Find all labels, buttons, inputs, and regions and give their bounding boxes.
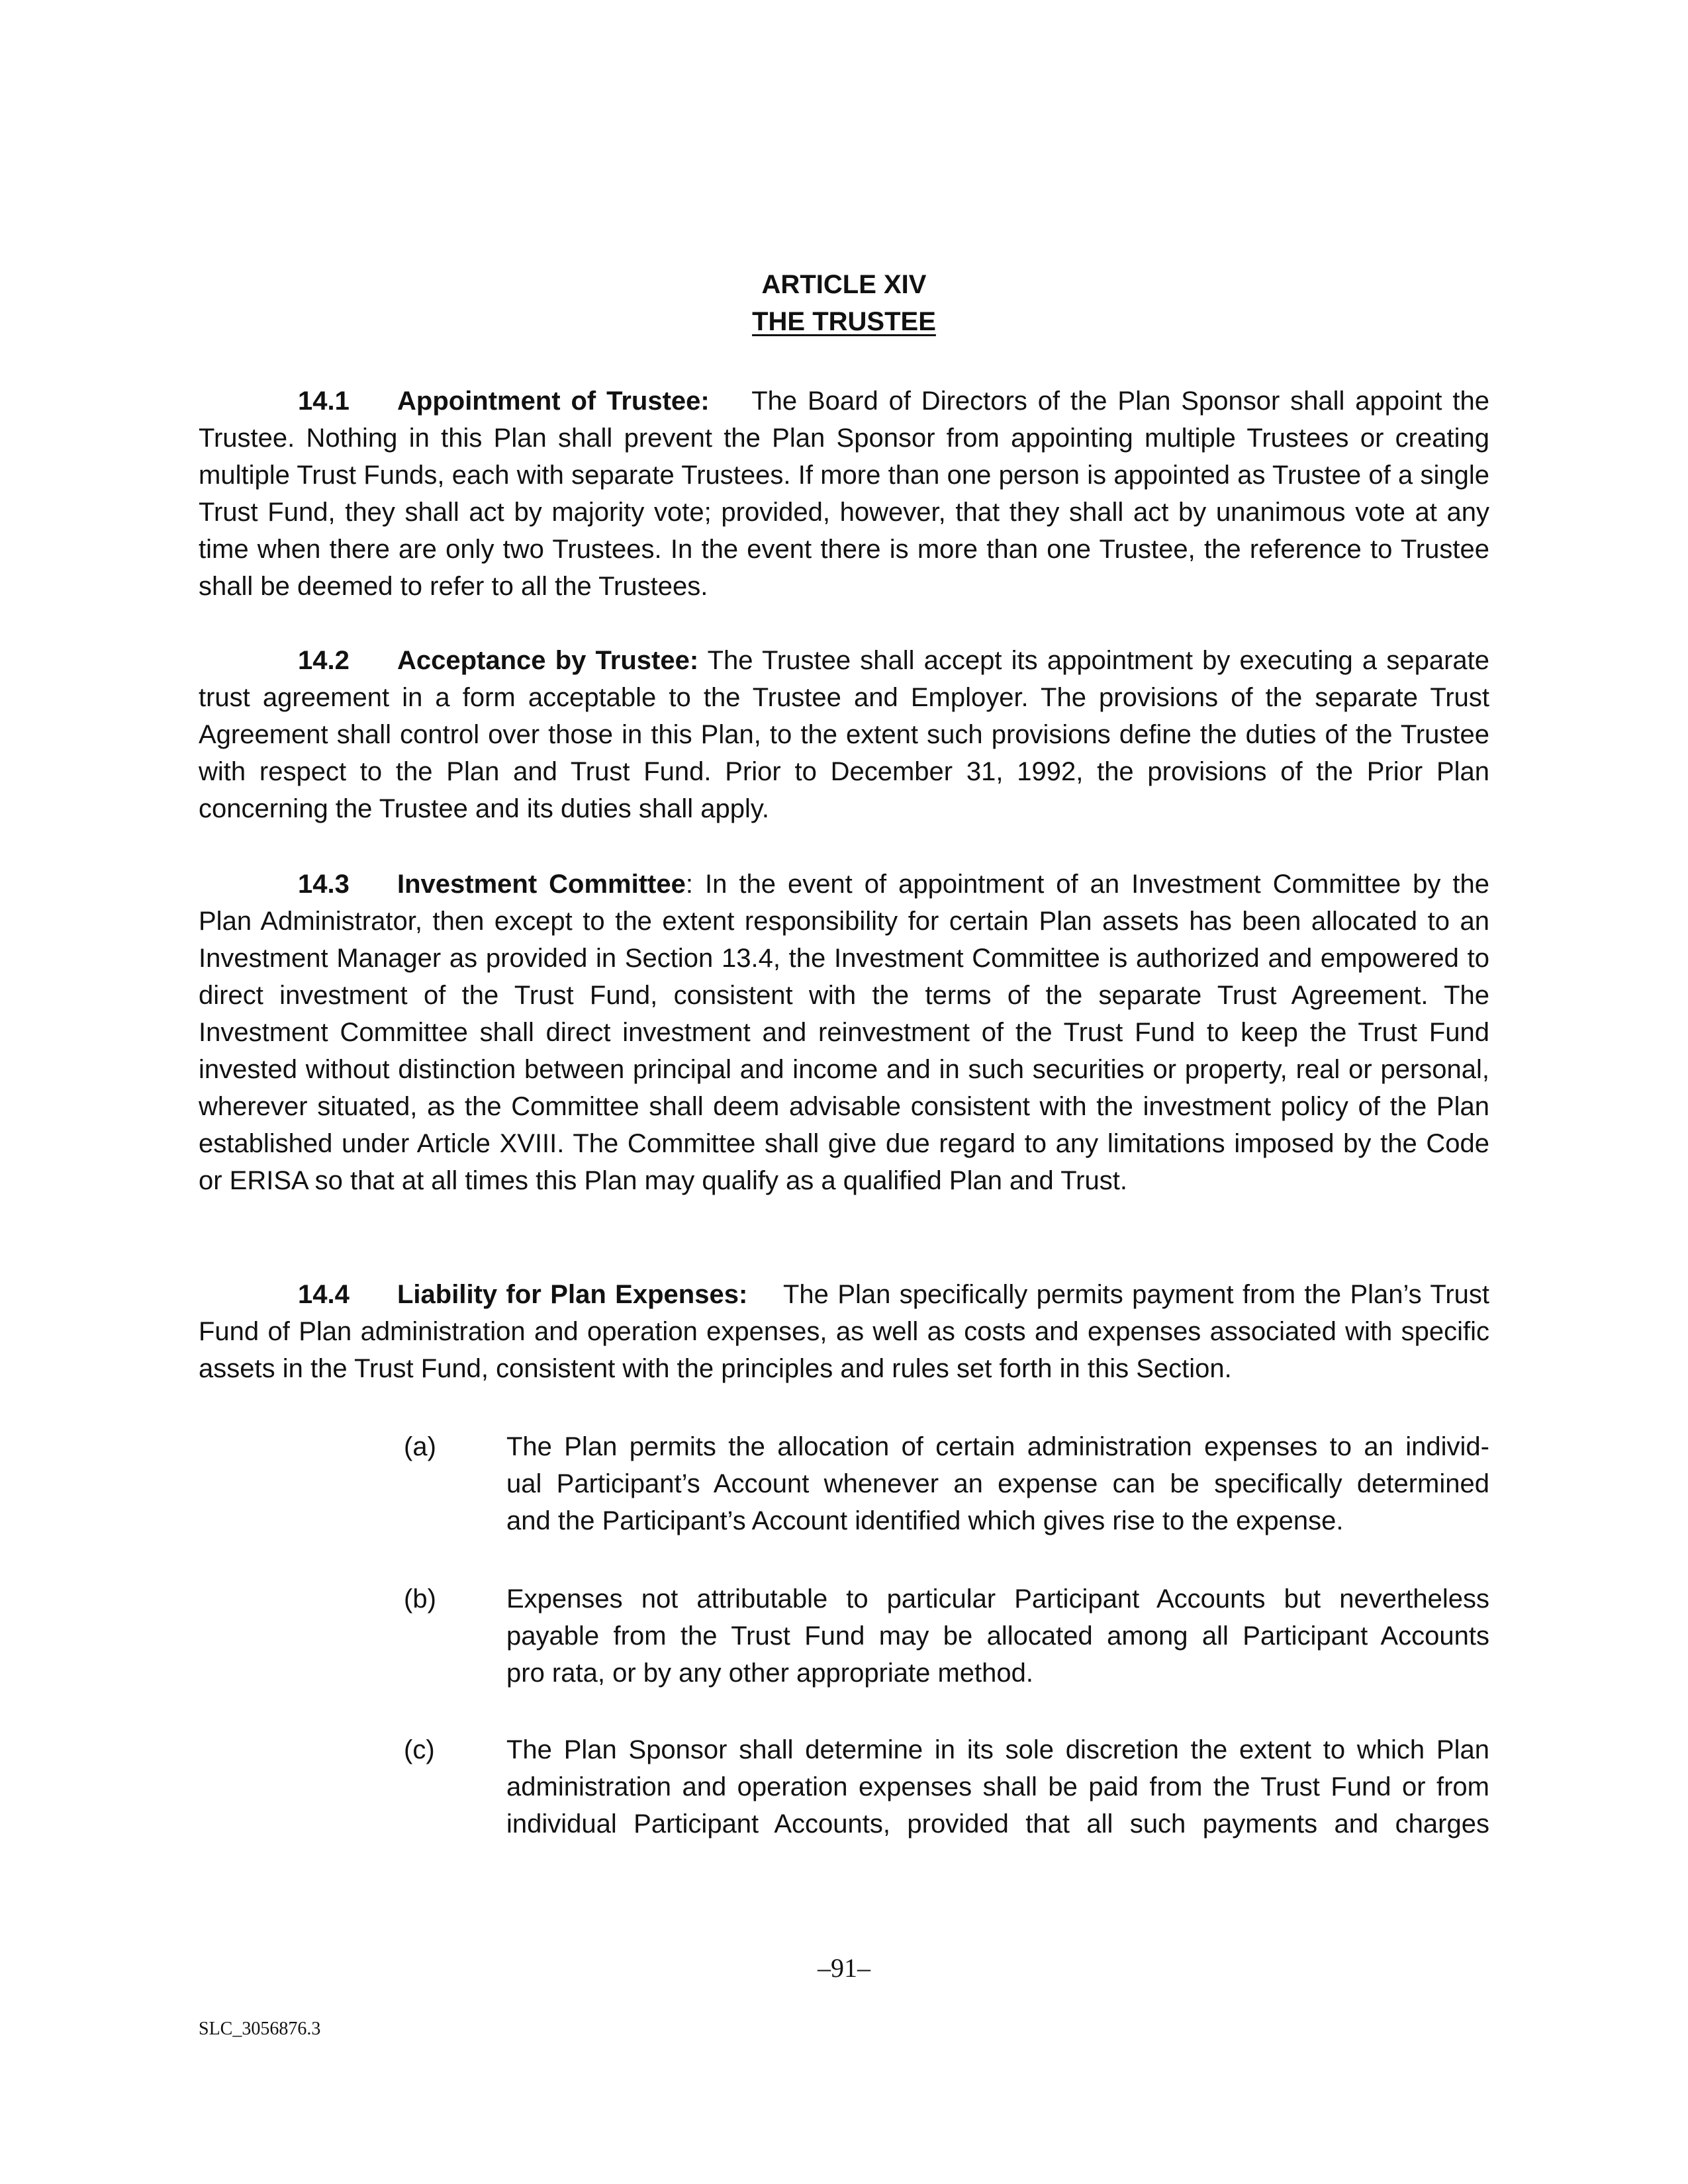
article-title [0, 303, 1688, 340]
section-14-4 [199, 1276, 1489, 1387]
text-line: payable from the Trust Fund may be allocated among all Participant Accounts [506, 1621, 1489, 1651]
section-text: The Trustee shall accept its appointment by executing a separate trust agreement in a form acceptable to the Trustee and Employer. The provisions of the separate Trust Agreement shall control over those in this Plan, to the extent such provisions define the duties of the Trustee with respect to the Plan and Trust Fund. Prior to December 31, 1992, the provisions of the Prior Plan concerning the Trustee and its duties shall apply. [199, 646, 1489, 823]
section-text: The Board of Directors of the Plan Sponsor shall appoint the Trustee. Nothing in this Plan shall prevent the Plan Sponsor from appointing multiple Trustees or creating multiple Trust Funds, each with separate Trustees. If more than one person is appointed as Trustee of a single Trust Fund, they shall act by majority vote; provided, however, that they shall act by unanimous vote at any time when there are only two Trustees. In the event there is more than one Trustee, the reference to Trustee shall be deemed to refer to all the Trustees. [199, 387, 1489, 601]
text-line: individual Participant Accounts, provided that all such payments and charges [506, 1809, 1489, 1839]
text-line: ual Participant’s Account whenever an expense can be specifically determined [506, 1469, 1489, 1498]
text-line: pro rata, or by any other appropriate method. [506, 1659, 1034, 1688]
section-14-1 [199, 383, 1489, 605]
list-item-label: (a) [404, 1432, 436, 1461]
page-number: –91– [818, 1953, 870, 1983]
document-id: SLC_3056876.3 [199, 2019, 321, 2039]
section-title: Acceptance by Trustee: [397, 646, 699, 675]
list-item-text [506, 1731, 1489, 1843]
text-line: administration and operation expenses shall be paid from the Trust Fund or from [506, 1772, 1489, 1801]
list-item-label: (c) [404, 1735, 435, 1764]
section-title: Appointment of Trustee: [397, 387, 710, 416]
text-line: Expenses not attributable to particular Participant Accounts but nevertheless [506, 1584, 1489, 1614]
list-item-label: (b) [404, 1584, 436, 1614]
section-number: 14.3 [298, 870, 350, 899]
list-item-text [506, 1580, 1489, 1692]
article-number: ARTICLE XIV [761, 270, 927, 299]
section-text: The Plan specifically permits payment from the Plan’s Trust Fund of Plan administration and operation expenses, as well as costs and expenses associated with specific assets in the Trust Fund, consistent with the principles and rules set forth in this Section. [199, 1280, 1490, 1383]
section-number: 14.1 [298, 387, 350, 416]
section-14-3 [199, 866, 1489, 1199]
article-title-text: THE TRUSTEE [752, 307, 936, 336]
text-line: and the Participant’s Account identified which gives rise to the expense. [506, 1506, 1344, 1535]
section-number: 14.4 [298, 1280, 350, 1309]
section-number: 14.2 [298, 646, 350, 675]
section-title: Investment Committee [397, 870, 686, 899]
section-14-2 [199, 642, 1489, 827]
list-item-text [506, 1428, 1489, 1539]
text-line: The Plan Sponsor shall determine in its sole discretion the extent to which Plan [506, 1735, 1489, 1764]
section-text: : In the event of appointment of an Investment Committee by the Plan Administrator, then except to the extent responsibility for certain Plan assets has been allocated to an Investment Manager as provided in Section 13.4, the Investment Committee is authorized and empowered to direct investment of the Trust Fund, consistent with the terms of the separate Trust Agreement. The Investment Committee shall direct investment and reinvestment of the Trust Fund to keep the Trust Fund invested without distinction between principal and income and in such securities or property, real or personal, wherever situated, as the Committee shall deem advisable consistent with the investment policy of the Plan established under Article XVIII. The Committee shall give due regard to any limitations imposed by the Code or ERISA so that at all times this Plan may qualify as a qualified Plan and Trust. [199, 870, 1490, 1195]
text-line: The Plan permits the allocation of certain administration expenses to an individ- [506, 1432, 1489, 1461]
section-title: Liability for Plan Expenses: [397, 1280, 748, 1309]
